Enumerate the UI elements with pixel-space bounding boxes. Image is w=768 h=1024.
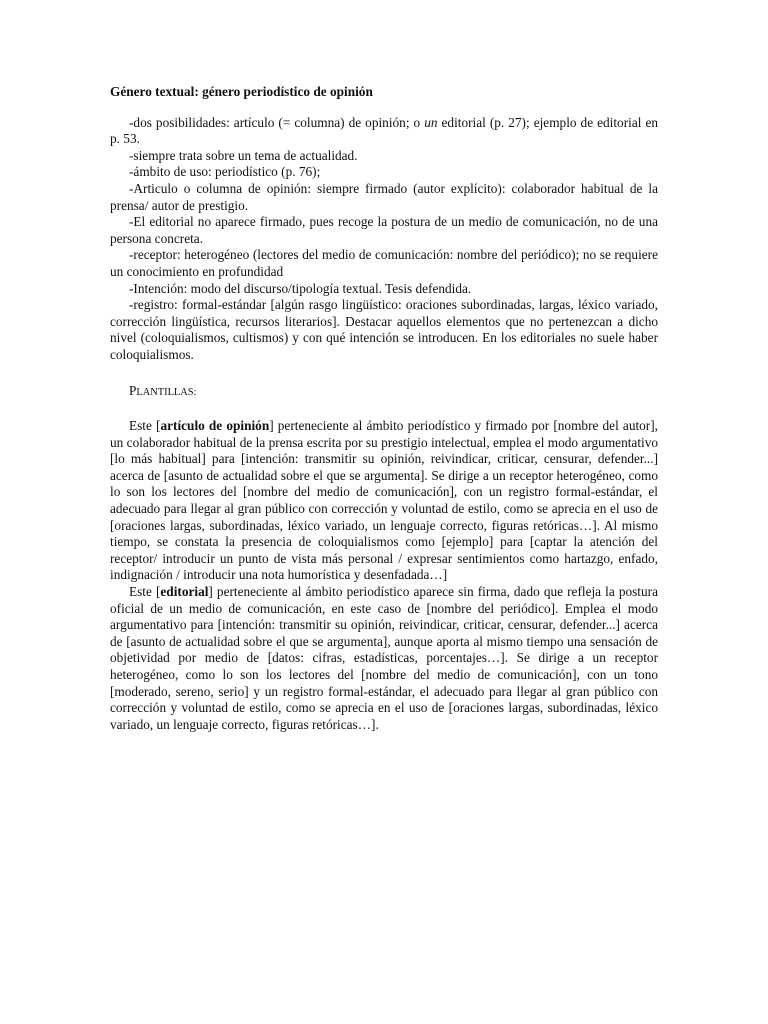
feature-text: -registro: formal-estándar [algún rasgo lingüístico: oraciones subordinadas, largas, léxico variado, corrección lingüística, recursos literarios]. Destacar aquellos elementos que no pertenezcan a dicho nivel (coloquialismos, cultismos) y con qué intención se introducen. En los editoriales no suele haber coloquialismos. <box>110 297 658 362</box>
feature-italic-text: un <box>424 114 438 130</box>
template-editorial-paragraph <box>110 584 658 733</box>
template-text-body: ] perteneciente al ámbito periodístico y firmado por [nombre del autor], un colaborador habitual de la prensa escrita por su prestigio intelectual, emplea el modo argumentativo [lo más habitual] para [intención: transmitir su opinión, reivindicar, criticar, censurar, defender...] acerca de [asunto de actualidad sobre el que se argumenta]. Se dirige a un receptor heterogéneo, como lo son los lectores del [nombre del medio de comunicación], con un registro formal-estándar, el adecuado para llegar al gran público con corrección y voluntad de estilo, como se aprecia en el uso de [oraciones largas, subordinadas, léxico variado, un lenguaje correcto, figuras retóricas…]. Al mismo tiempo, se constata la presencia de coloquialismos como [ejemplo] para [captar la atención del receptor/ introducir un punto de vista más personal / expresar sentimientos como hartazgo, enfado, indignación / introducir una nota humorística y desenfadada…] <box>110 418 658 583</box>
feature-item <box>110 247 658 280</box>
template-bold-term: artículo de opinión <box>160 418 270 434</box>
feature-text-end: editorial (p. 27); ejemplo de editorial en p. 53. <box>110 114 658 147</box>
feature-text: -Intención: modo del discurso/tipología textual. Tesis defendida. <box>129 280 472 296</box>
plantillas-heading <box>110 383 658 402</box>
feature-item <box>110 281 658 298</box>
feature-item <box>110 115 658 148</box>
heading-initial: P <box>129 382 137 398</box>
heading-rest: LANTILLAS: <box>136 386 197 398</box>
template-text-body: ] perteneciente al ámbito periodístico aparece sin firma, dado que refleja la postura oficial de un medio de comunicación, en este caso de [nombre del periódico]. Emplea el modo argumentativo para [intención: transmitir su opinión, reivindicar, criticar, censurar, defender...] acerca de [asunto de actualidad sobre el que se argumenta], aunque aporta al mismo tiempo una sensación de objetividad por medio de [datos: cifras, estadísticas, porcentajes…]. Se dirige a un receptor heterogéneo, como lo son los lectores del [nombre del medio de comunicación], con un tono [moderado, sereno, serio] y un registro formal-estándar, el adecuado para llegar al gran público con corrección y voluntad de estilo, como se aprecia en el uso de [oraciones largas, subordinadas, léxico variado, un lenguaje correcto, figuras retóricas…]. <box>110 584 658 732</box>
document-title: Género textual: género periodístico de opinión <box>110 84 373 99</box>
feature-item <box>110 148 658 165</box>
feature-item <box>110 164 658 181</box>
template-text-start: Este [ <box>129 584 161 600</box>
feature-text: -El editorial no aparece firmado, pues recoge la postura de un medio de comunicación, no de una persona concreta. <box>110 214 658 246</box>
feature-text: -ámbito de uso: periodístico (p. 76); <box>129 164 321 180</box>
feature-text: -siempre trata sobre un tema de actualidad. <box>129 147 358 163</box>
template-bold-term: editorial <box>160 584 209 600</box>
feature-text: -receptor: heterogéneo (lectores del medio de comunicación: nombre del periódico); no se requiere un conocimiento en profundidad <box>110 247 658 279</box>
template-articulo-paragraph <box>110 418 658 584</box>
feature-item <box>110 181 658 214</box>
feature-item <box>110 214 658 247</box>
document-page <box>110 84 658 733</box>
template-text-start: Este [ <box>129 418 161 434</box>
feature-item <box>110 297 658 363</box>
feature-text: -Articulo o columna de opinión: siempre firmado (autor explícito): colaborador habitual de la prensa/ autor de prestigio. <box>110 180 658 213</box>
feature-text: -dos posibilidades: artículo (= columna) de opinión; o <box>129 114 425 130</box>
features-list <box>110 115 658 364</box>
